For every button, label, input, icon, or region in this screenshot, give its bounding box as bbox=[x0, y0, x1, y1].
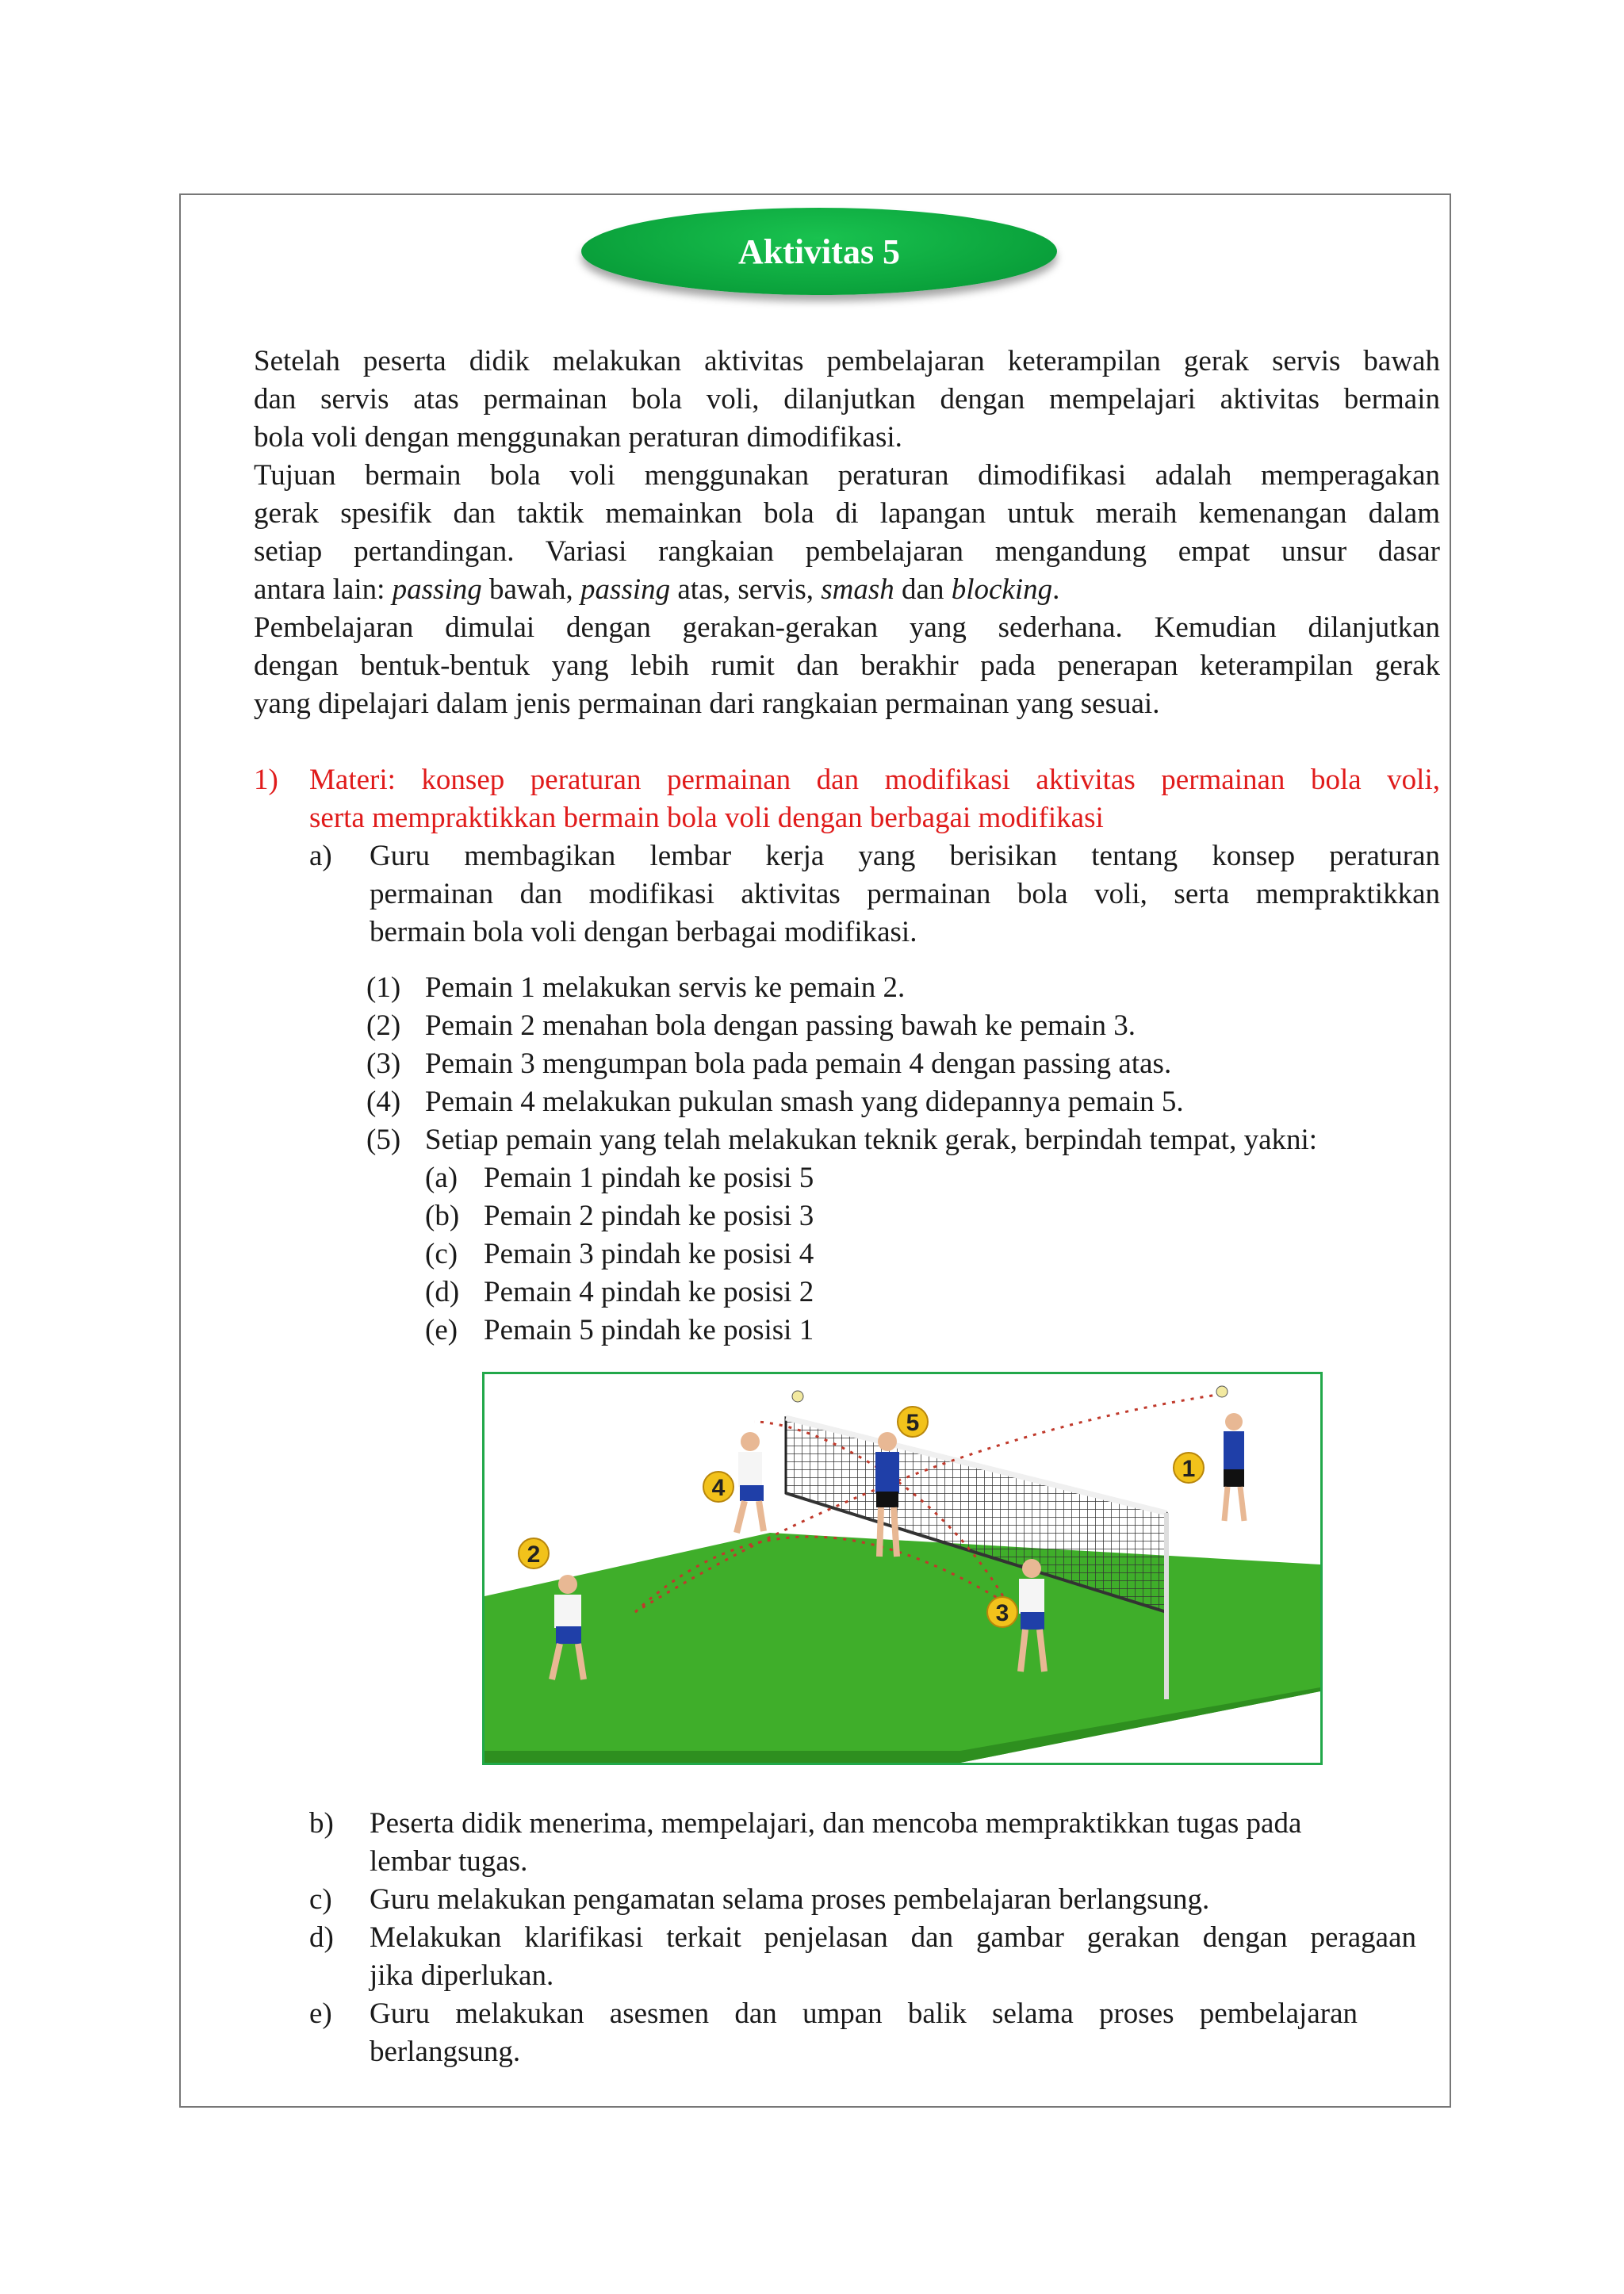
ball-icon bbox=[792, 1391, 803, 1402]
intro-p1-line2: dan servis atas permainan bola voli, dilanjutkan dengan mempelajari aktivitas bermain bbox=[254, 383, 1440, 416]
move-item-a: Pemain 1 pindah ke posisi 5 bbox=[484, 1162, 814, 1194]
move-item-d: Pemain 4 pindah ke posisi 2 bbox=[484, 1276, 814, 1308]
step-a-line3: bermain bola voli dengan berbagai modifikasi. bbox=[370, 916, 917, 948]
numbered-item-3: Pemain 3 mengumpan bola pada pemain 4 dengan passing atas. bbox=[425, 1047, 1172, 1080]
intro-p2-line1: Tujuan bermain bola voli menggunakan peraturan dimodifikasi adalah memperagakan bbox=[254, 459, 1440, 492]
numbered-item-5: Setiap pemain yang telah melakukan teknik gerak, berpindah tempat, yakni: bbox=[425, 1124, 1318, 1156]
volleyball-court-svg bbox=[485, 1374, 1320, 1763]
step-d-line2: jika diperlukan. bbox=[370, 1959, 554, 1992]
numbered-item-1: Pemain 1 melakukan servis ke pemain 2. bbox=[425, 971, 906, 1004]
marker-4-label: 4 bbox=[711, 1475, 726, 1501]
materi-number: 1) bbox=[254, 764, 278, 796]
numbered-item-2: Pemain 2 menahan bola dengan passing bawah ke pemain 3. bbox=[425, 1009, 1136, 1042]
move-label-d: (d) bbox=[425, 1276, 460, 1308]
marker-1 bbox=[1174, 1453, 1204, 1483]
italic-term: passing bbox=[580, 573, 671, 606]
move-label-a: (a) bbox=[425, 1162, 458, 1194]
player-1 bbox=[1224, 1413, 1244, 1521]
numbered-label-1: (1) bbox=[366, 971, 401, 1004]
italic-term: blocking bbox=[951, 573, 1053, 606]
numbered-label-5: (5) bbox=[366, 1124, 401, 1156]
step-e-line1: Guru melakukan asesmen dan umpan balik selama proses pembelajaran bbox=[370, 1997, 1358, 2030]
intro-p3-line1: Pembelajaran dimulai dengan gerakan-gerakan yang sederhana. Kemudian dilanjutkan bbox=[254, 611, 1440, 644]
intro-p2-line2: gerak spesifik dan taktik memainkan bola di lapangan untuk meraih kemenangan dalam bbox=[254, 497, 1440, 530]
move-label-c: (c) bbox=[425, 1238, 458, 1270]
activity-title: Aktivitas 5 bbox=[737, 232, 901, 271]
marker-5 bbox=[898, 1407, 928, 1437]
intro-p1-line3: bola voli dengan menggunakan peraturan dimodifikasi. bbox=[254, 421, 902, 454]
step-e-label: e) bbox=[309, 1997, 332, 2030]
step-d-label: d) bbox=[309, 1921, 334, 1954]
step-b-line1: Peserta didik menerima, mempelajari, dan mencoba mempraktikkan tugas pada bbox=[370, 1807, 1302, 1840]
step-c-label: c) bbox=[309, 1883, 332, 1916]
text-run: antara lain: bbox=[254, 573, 393, 606]
text-run: . bbox=[1052, 573, 1060, 606]
numbered-item-4: Pemain 4 melakukan pukulan smash yang didepannya pemain 5. bbox=[425, 1086, 1184, 1118]
step-a-label: a) bbox=[309, 840, 332, 872]
marker-4 bbox=[703, 1472, 733, 1502]
player-4 bbox=[737, 1432, 764, 1533]
step-d-line1: Melakukan klarifikasi terkait penjelasan dan gambar gerakan dengan peragaan bbox=[370, 1921, 1416, 1954]
step-b-line2: lembar tugas. bbox=[370, 1845, 528, 1878]
numbered-label-4: (4) bbox=[366, 1086, 401, 1118]
marker-3-label: 3 bbox=[995, 1600, 1009, 1626]
move-item-b: Pemain 2 pindah ke posisi 3 bbox=[484, 1200, 814, 1232]
intro-p3-line2: dengan bentuk-bentuk yang lebih rumit dan berakhir pada penerapan keterampilan gerak bbox=[254, 649, 1440, 682]
step-a-line1: Guru membagikan lembar kerja yang berisikan tentang konsep peraturan bbox=[370, 840, 1440, 872]
step-a-line2: permainan dan modifikasi aktivitas permainan bola voli, serta mempraktikkan bbox=[370, 878, 1440, 910]
move-item-e: Pemain 5 pindah ke posisi 1 bbox=[484, 1314, 814, 1346]
text-run: bawah, bbox=[481, 573, 581, 606]
volleyball-illustration bbox=[482, 1372, 1323, 1765]
activity-title-badge bbox=[581, 208, 1057, 295]
materi-line2: serta mempraktikkan bermain bola voli dengan berbagai modifikasi bbox=[309, 802, 1104, 834]
intro-p1-line1: Setelah peserta didik melakukan aktivitas pembelajaran keterampilan gerak servis bawah bbox=[254, 345, 1440, 377]
move-label-b: (b) bbox=[425, 1200, 460, 1232]
italic-term: passing bbox=[392, 573, 482, 606]
step-b-label: b) bbox=[309, 1807, 334, 1840]
intro-p2-line3: setiap pertandingan. Variasi rangkaian pembelajaran mengandung empat unsur dasar bbox=[254, 535, 1440, 568]
marker-3 bbox=[987, 1597, 1017, 1627]
move-item-c: Pemain 3 pindah ke posisi 4 bbox=[484, 1238, 814, 1270]
court-surface bbox=[485, 1533, 1320, 1763]
move-label-e: (e) bbox=[425, 1314, 458, 1346]
marker-1-label: 1 bbox=[1182, 1456, 1196, 1482]
marker-2 bbox=[519, 1538, 549, 1568]
materi-line1: Materi: konsep peraturan permainan dan modifikasi aktivitas permainan bola voli, bbox=[309, 764, 1440, 796]
step-c-line1: Guru melakukan pengamatan selama proses pembelajaran berlangsung. bbox=[370, 1883, 1210, 1916]
text-run: atas, servis, bbox=[670, 573, 822, 606]
intro-p2-line4 bbox=[254, 571, 1440, 609]
numbered-label-3: (3) bbox=[366, 1047, 401, 1080]
ball-icon bbox=[1216, 1386, 1228, 1397]
marker-2-label: 2 bbox=[527, 1541, 541, 1568]
marker-5-label: 5 bbox=[906, 1410, 920, 1436]
text-run: dan bbox=[894, 573, 952, 606]
intro-p3-line3: yang dipelajari dalam jenis permainan dari rangkaian permainan yang sesuai. bbox=[254, 687, 1160, 720]
italic-term: smash bbox=[821, 573, 894, 606]
numbered-label-2: (2) bbox=[366, 1009, 401, 1042]
step-e-line2: berlangsung. bbox=[370, 2035, 521, 2068]
